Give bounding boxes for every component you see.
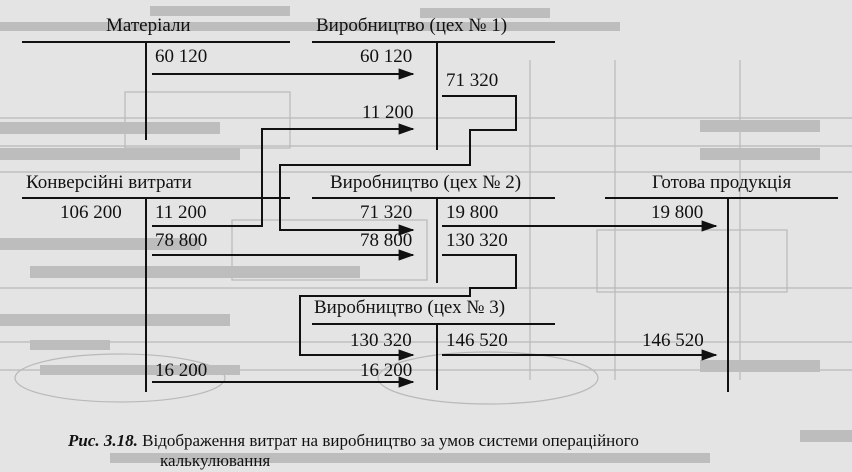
- figure-caption-line-2: калькулювання: [160, 451, 271, 470]
- production-2-credit-entry: 19 800: [446, 202, 499, 223]
- production-1-credit-entry: 71 320: [446, 70, 499, 91]
- finished-goods-debit-entry: 19 800: [651, 202, 704, 223]
- conversion-credit-entry: 11 200: [155, 202, 207, 223]
- conversion-credit-entry: 78 800: [155, 230, 208, 251]
- production-1-debit-entry: 11 200: [362, 102, 414, 123]
- materials-credit-entry: 60 120: [155, 46, 208, 67]
- finished-goods-debit-entry: 146 520: [642, 330, 704, 351]
- account-title-materials: Матеріали: [106, 15, 191, 36]
- production-3-debit-entry: 130 320: [350, 330, 412, 351]
- account-title-conversion: Конверсійні витрати: [26, 172, 192, 193]
- production-2-debit-entry: 71 320: [360, 202, 413, 223]
- conversion-debit-entry: 106 200: [60, 202, 122, 223]
- figure-caption-text: Відображення витрат на виробництво за умов системи операційного: [137, 431, 639, 450]
- production-3-debit-entry: 16 200: [360, 360, 413, 381]
- production-3-credit-entry: 146 520: [446, 330, 508, 351]
- account-title-production-1: Виробництво (цех № 1): [316, 15, 508, 36]
- production-1-debit-entry: 60 120: [360, 46, 413, 67]
- account-title-finished-goods: Готова продукція: [652, 172, 792, 193]
- conversion-credit-entry: 16 200: [155, 360, 208, 381]
- production-2-debit-entry: 78 800: [360, 230, 413, 251]
- figure-caption: [68, 430, 639, 452]
- figure-caption-label: Рис. 3.18.: [68, 431, 138, 450]
- production-2-credit-entry: 130 320: [446, 230, 508, 251]
- account-title-production-3: Виробництво (цех № 3): [314, 297, 506, 318]
- account-title-production-2: Виробництво (цех № 2): [330, 172, 522, 193]
